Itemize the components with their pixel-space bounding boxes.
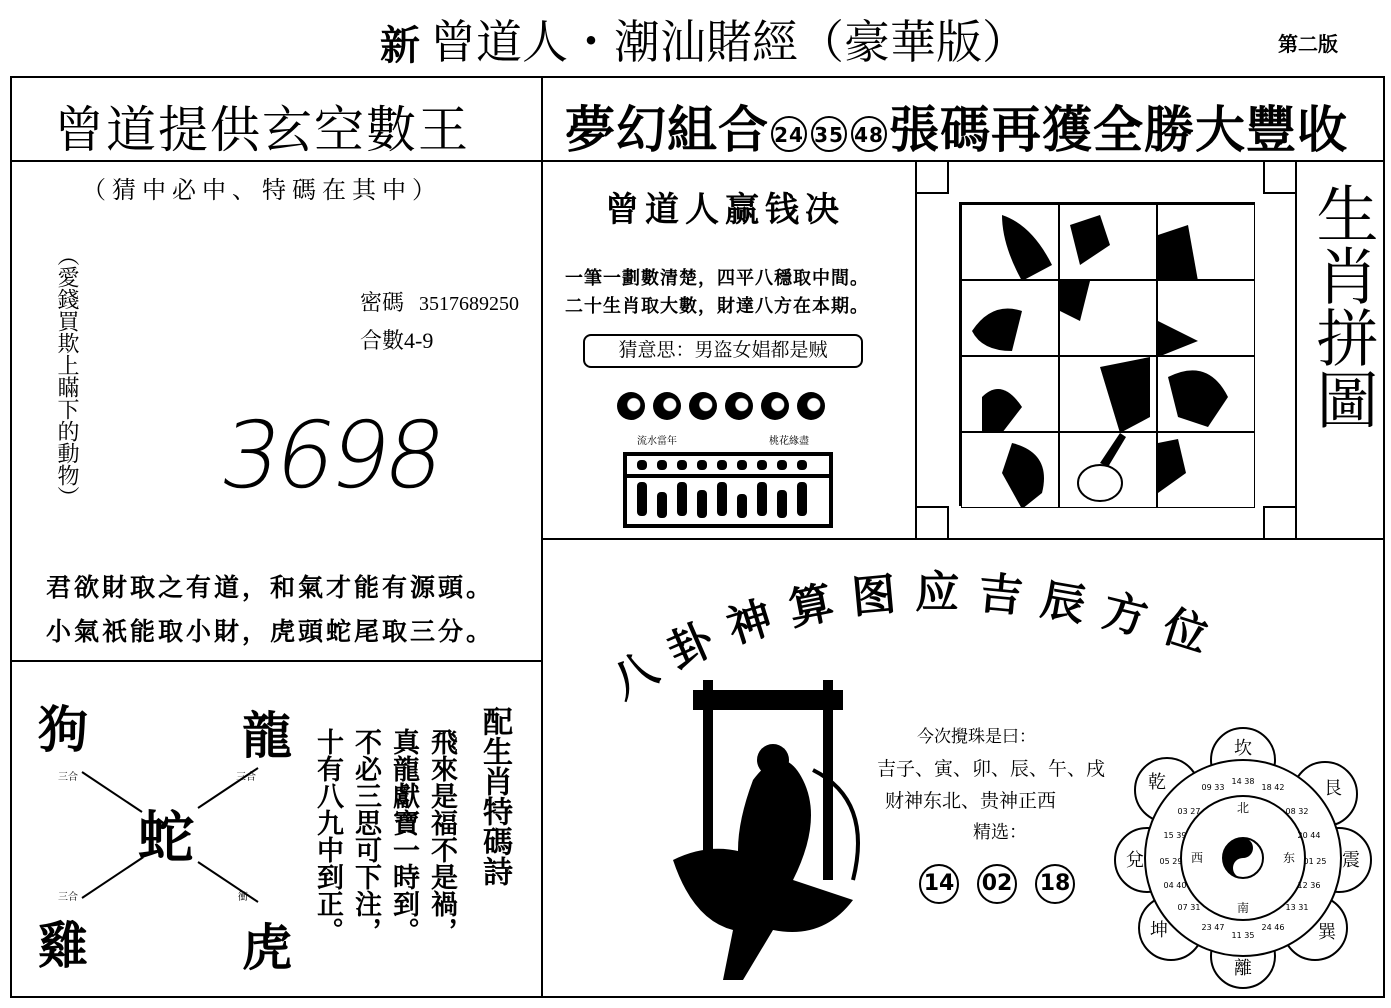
trigram-gen: 艮 (1324, 778, 1342, 799)
wheel-number: 14 38 (1231, 777, 1255, 786)
trigram-qian: 乾 (1148, 772, 1166, 793)
wheel-number: 24 46 (1261, 923, 1285, 932)
tips-line-2: 二十生肖取大數，財達八方在本期。 (565, 296, 869, 317)
wheel-number: 09 33 (1201, 783, 1225, 792)
tips-line-1: 一筆一劃數清楚，四平八穩取中間。 (565, 268, 869, 289)
trigram-li: 離 (1234, 958, 1252, 979)
corner-mark (1263, 506, 1295, 538)
banner-title-a: 夢幻組合 (565, 101, 769, 159)
puzzle-tile (1157, 204, 1255, 280)
direction-south: 南 (1236, 901, 1250, 915)
moon-icon (761, 392, 789, 420)
left-info-panel (10, 160, 543, 662)
wheel-number: 01 25 (1303, 857, 1327, 866)
code-label: 密碼 (360, 291, 405, 316)
puzzle-tile (1059, 280, 1157, 356)
corner-mark (917, 506, 949, 538)
puzzle-tile (1059, 432, 1157, 508)
wheel-number: 11 35 (1231, 931, 1255, 940)
edition-label: 第二版 (1278, 32, 1338, 56)
poem-column: 不必三思可下注， (350, 728, 381, 944)
picks-label: 精选： (973, 822, 1027, 843)
zodiac-rooster: 雞 (38, 917, 88, 975)
lucky-hours: 吉子、寅、卯、辰、午、戌 (877, 758, 1106, 780)
top-left-title: 曾道提供玄空數王 (54, 101, 470, 159)
wheel-number: 12 36 (1297, 881, 1321, 890)
riddle-box: 猜意思：男盗女娼都是贼 (583, 334, 863, 368)
zodiac-puzzle-panel (915, 160, 1297, 540)
puzzle-title: 生肖拼圖 (1306, 182, 1379, 430)
tips-title: 曾道人赢钱决 (605, 190, 845, 230)
puzzle-tile (961, 280, 1059, 356)
moon-icon (689, 392, 717, 420)
moon-icon (617, 392, 645, 420)
wheel-number: 20 44 (1297, 831, 1321, 840)
gods-direction: 财神东北、贵神正西 (885, 790, 1057, 812)
wheel-number: 08 32 (1285, 807, 1309, 816)
puzzle-tile (1157, 280, 1255, 356)
combo-number-1: 24 (771, 116, 807, 152)
code-value: 3517689250 (419, 293, 520, 315)
banner-title-b: 張碼再獲全勝大豐收 (889, 101, 1348, 159)
direction-west: 西 (1190, 851, 1204, 865)
puzzle-tile (961, 204, 1059, 280)
combo-number-2: 35 (811, 116, 847, 152)
wheel-number: 13 31 (1285, 903, 1309, 912)
trigram-dui: 兌 (1126, 850, 1144, 871)
picks-row (919, 864, 1093, 904)
page-header (380, 2, 1080, 68)
draw-label: 今次攪珠是曰： (917, 727, 1036, 747)
direction-north: 北 (1236, 801, 1250, 815)
moon-icon (797, 392, 825, 420)
poem-column: 十有八九中到正。 (312, 728, 343, 944)
poem-line-1: 君欲財取之有道，和氣才能有源頭。 (46, 573, 495, 602)
corner-mark (917, 162, 949, 194)
banner-line (565, 90, 1348, 162)
wheel-number: 04 40 (1163, 881, 1187, 890)
wheel-number: 03 27 (1177, 807, 1201, 816)
wheel-number: 23 47 (1201, 923, 1225, 932)
wheel-number: 18 42 (1261, 783, 1285, 792)
zodiac-tiger: 虎 (242, 919, 292, 977)
top-right-banner (541, 76, 1385, 162)
abacus-icon (623, 452, 833, 528)
wheel-number: 15 39 (1163, 831, 1187, 840)
puzzle-tile (961, 356, 1059, 432)
header-prefix: 新 (380, 22, 420, 69)
pick-ball: 18 (1035, 864, 1075, 904)
poem-column: 真龍獻寶一時到。 (388, 728, 419, 944)
moon-icon (725, 392, 753, 420)
sum-value: 4-9 (404, 328, 434, 353)
moon-icon (653, 392, 681, 420)
puzzle-title-box (1295, 160, 1385, 540)
corner-mark (1263, 162, 1295, 194)
zodiac-dog: 狗 (38, 701, 88, 759)
pick-ball: 02 (977, 864, 1017, 904)
left-subtitle: （猜中必中、特碼在其中） (82, 176, 442, 204)
top-left-title-box (10, 76, 543, 162)
code-row (360, 286, 519, 317)
zodiac-dragon: 龍 (242, 707, 292, 765)
combo-number-3: 48 (851, 116, 887, 152)
puzzle-tile (1059, 204, 1157, 280)
sum-label: 合數 (360, 329, 405, 354)
trigram-kun: 坤 (1150, 920, 1168, 941)
vertical-hint: （愛錢買欺上瞞下的動物） (54, 244, 79, 508)
relation-tag: 三合 (58, 772, 78, 783)
handwritten-number: 3698 (212, 402, 450, 509)
warrior-figure (653, 680, 893, 990)
poem-line-2: 小氣祇能取小財，虎頭蛇尾取三分。 (46, 617, 495, 646)
moon-row (613, 392, 829, 424)
puzzle-tile (1157, 356, 1255, 432)
poem-column: 飛來是福不是禍， (426, 728, 457, 944)
wheel-number: 07 31 (1177, 903, 1201, 912)
caption-right: 桃花緣盡 (769, 436, 809, 447)
zodiac-cross-panel (10, 660, 543, 998)
pick-ball: 14 (919, 864, 959, 904)
trigram-zhen: 震 (1342, 850, 1360, 871)
relation-tag: 三合 (58, 892, 78, 903)
caption-left: 流水當年 (637, 436, 677, 447)
page-title: 曾道人・潮汕賭經（豪華版） (430, 15, 1028, 69)
poem-title: 配生肖特碼詩 (477, 706, 512, 886)
trigram-xun: 巽 (1318, 922, 1336, 943)
puzzle-tile (1059, 356, 1157, 432)
puzzle-tile (1157, 432, 1255, 508)
winning-tips-panel (541, 160, 917, 540)
arc-title-text: 八卦神算图应吉辰方位 (602, 567, 1232, 709)
direction-east: 东 (1282, 851, 1296, 865)
bagua-panel (541, 538, 1385, 998)
puzzle-tile (961, 432, 1059, 508)
trigram-kan: 坎 (1234, 738, 1252, 759)
bagua-wheel (1113, 724, 1373, 992)
sum-row (360, 324, 433, 355)
relation-tag: 三合 (236, 772, 256, 783)
relation-tag: 衝 (238, 892, 248, 903)
zodiac-snake: 蛇 (138, 806, 194, 871)
wheel-number: 05 29 (1159, 857, 1183, 866)
